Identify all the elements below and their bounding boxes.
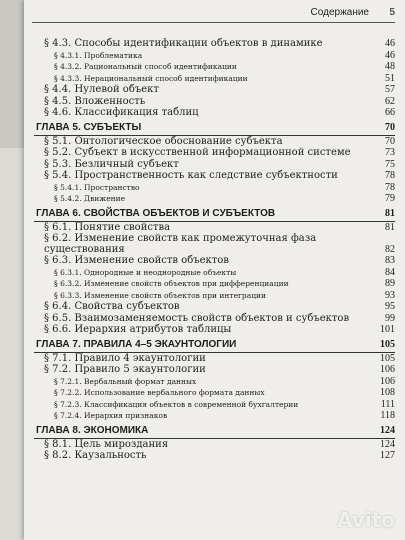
toc-entry: § 5.1. Онтологическое обоснование субъекта 70 xyxy=(44,135,395,147)
toc-entry: § 5.4. Пространственность как следствие субъектности 78 xyxy=(44,170,395,181)
toc-entry: § 4.3.2. Рациональный способ идентификации 48 xyxy=(54,61,395,72)
toc-entry: § 6.3.3. Изменение свойств объектов при интеграции 93 xyxy=(54,289,395,301)
toc-chapter-heading: ГЛАВА 8. ЭКОНОМИКА 124 xyxy=(34,424,395,439)
toc-entry: § 6.2. Изменение свойств как промежуточная фаза существования 82 xyxy=(44,233,395,255)
running-head xyxy=(32,4,395,23)
toc-entry: § 4.3.3. Нерациональный способ идентификации 51 xyxy=(54,72,395,84)
toc-entry: § 4.3.1. Проблематика 46 xyxy=(54,49,395,61)
toc-entry: § 6.4. Свойства субъектов 95 xyxy=(44,301,395,312)
toc-entry: § 5.3. Безличный субъект 75 xyxy=(44,158,395,170)
toc-entry: § 6.1. Понятие свойства 81 xyxy=(44,221,395,233)
toc-entry: § 4.4. Нулевой объект 57 xyxy=(44,84,395,95)
toc-entry: § 7.1. Правило 4 экаунтологии 105 xyxy=(44,352,395,364)
toc-entry: § 8.1. Цель мироздания 124 xyxy=(44,438,395,450)
toc-entry: § 7.2. Правило 5 экаунтологии 106 xyxy=(44,364,395,375)
toc-entry: § 4.6. Классификация таблиц 66 xyxy=(44,107,395,118)
toc-entry: § 5.4.1. Пространство 78 xyxy=(54,181,395,193)
toc-entry: § 5.4.2. Движение 79 xyxy=(54,193,395,204)
book-page xyxy=(24,0,405,540)
toc-entry: § 8.2. Каузальность 127 xyxy=(44,450,395,461)
running-head-title: Содержание xyxy=(310,7,369,18)
toc-chapter-heading: ГЛАВА 6. СВОЙСТВА ОБЪЕКТОВ И СУБЪЕКТОВ 81 xyxy=(34,207,395,222)
toc-entry: § 7.2.1. Вербальный формат данных 106 xyxy=(54,375,395,387)
toc-entry: § 6.3. Изменение свойств объектов 83 xyxy=(44,255,395,266)
toc-chapter-heading: ГЛАВА 5. СУБЪЕКТЫ 70 xyxy=(34,121,395,136)
toc-entry: § 4.5. Вложенность 62 xyxy=(44,95,395,107)
toc-entry: § 7.2.4. Иерархия признаков 118 xyxy=(54,410,395,421)
toc-entry: § 7.2.3. Классификация объектов в современной бухгалтерии 111 xyxy=(54,398,395,410)
toc-entry: § 4.3. Способы идентификации объектов в динамике 46 xyxy=(44,38,395,49)
page-number: 5 xyxy=(389,7,395,18)
toc-entry: § 6.3.2. Изменение свойств объектов при дифференциации 89 xyxy=(54,278,395,289)
toc-entry: § 5.2. Субъект в искусственной информационной системе 73 xyxy=(44,147,395,158)
avito-watermark: Avito xyxy=(337,508,395,532)
toc-chapter-heading: ГЛАВА 7. ПРАВИЛА 4–5 ЭКАУНТОЛОГИИ 105 xyxy=(34,338,395,353)
table-of-contents xyxy=(34,38,395,462)
toc-entry: § 6.6. Иерархия атрибутов таблицы 101 xyxy=(44,324,395,335)
toc-entry: § 6.5. Взаимозаменяемость свойств объектов и субъектов 99 xyxy=(44,312,395,324)
toc-entry: § 6.3.1. Однородные и неоднородные объекты 84 xyxy=(54,266,395,278)
toc-entry: § 7.2.2. Использование вербального формата данных 108 xyxy=(54,387,395,398)
